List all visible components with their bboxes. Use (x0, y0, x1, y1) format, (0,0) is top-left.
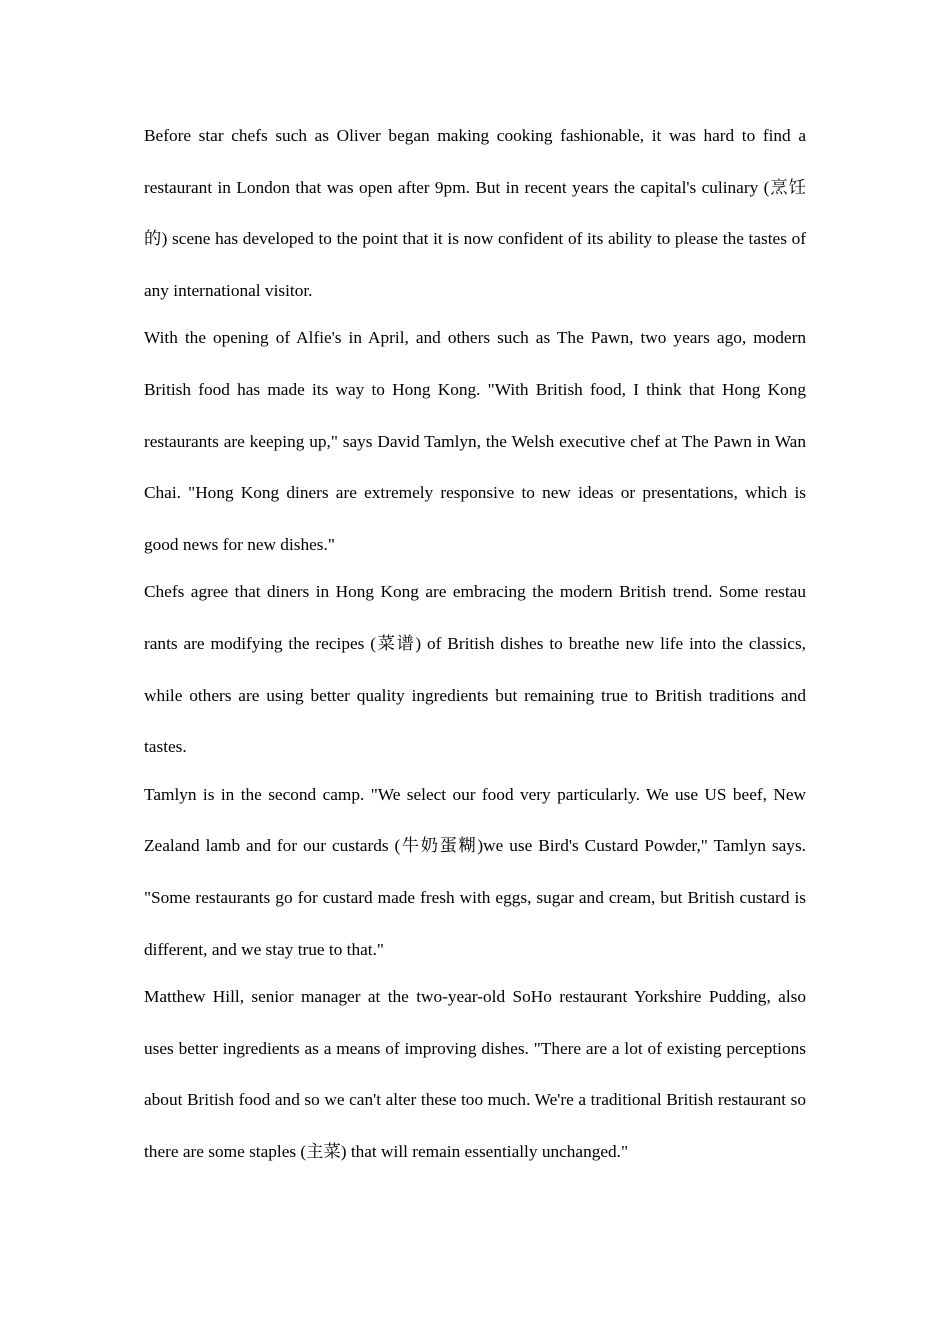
paragraph-british-food-hong-kong: With the opening of Alfie's in April, and others such as The Pawn, two years ago, modern British food has made its way to Hong Kong. "With British food, I think that Hong Kong restaurants are keeping up," says David Tamlyn, the Welsh executive chef at The Pawn in Wan Chai. "Hong Kong diners are extremely responsive to new ideas or presentations, which is good news for new dishes." (144, 328, 806, 554)
paragraph-tamlyn-ingredients: Tamlyn is in the second camp. "We select our food very particularly. We use US beef, New Zealand lamb and for our custards (牛奶蛋糊)we use Bird's Custard Powder," Tamlyn says. "Some restaurants go for custard made fresh with eggs, sugar and cream, but British custard is different, and we stay true to that." (144, 784, 806, 959)
document-page (144, 110, 806, 1177)
paragraph-modern-british-trend: Chefs agree that diners in Hong Kong are embracing the modern British trend. Some restau rants are modifying the recipes (菜谱) of British dishes to breathe new life into the classics, while others are using better quality ingredients but remaining true to British traditions and tastes. (144, 582, 806, 757)
paragraph-matthew-hill: Matthew Hill, senior manager at the two-year-old SoHo restaurant Yorkshire Pudding, also uses better ingredients as a means of improving dishes. "There are a lot of existing perceptions about British food and so we can't alter these too much. We're a traditional British restaurant so there are some staples (主菜) that will remain essentially unchanged." (144, 987, 806, 1161)
paragraph-london-culinary-scene: Before star chefs such as Oliver began making cooking fashionable, it was hard to find a restaurant in London that was open after 9pm. But in recent years the capital's culinary (烹饪的) scene has developed to the point that it is now confident of its ability to please the tastes of any international visitor. (144, 126, 806, 300)
